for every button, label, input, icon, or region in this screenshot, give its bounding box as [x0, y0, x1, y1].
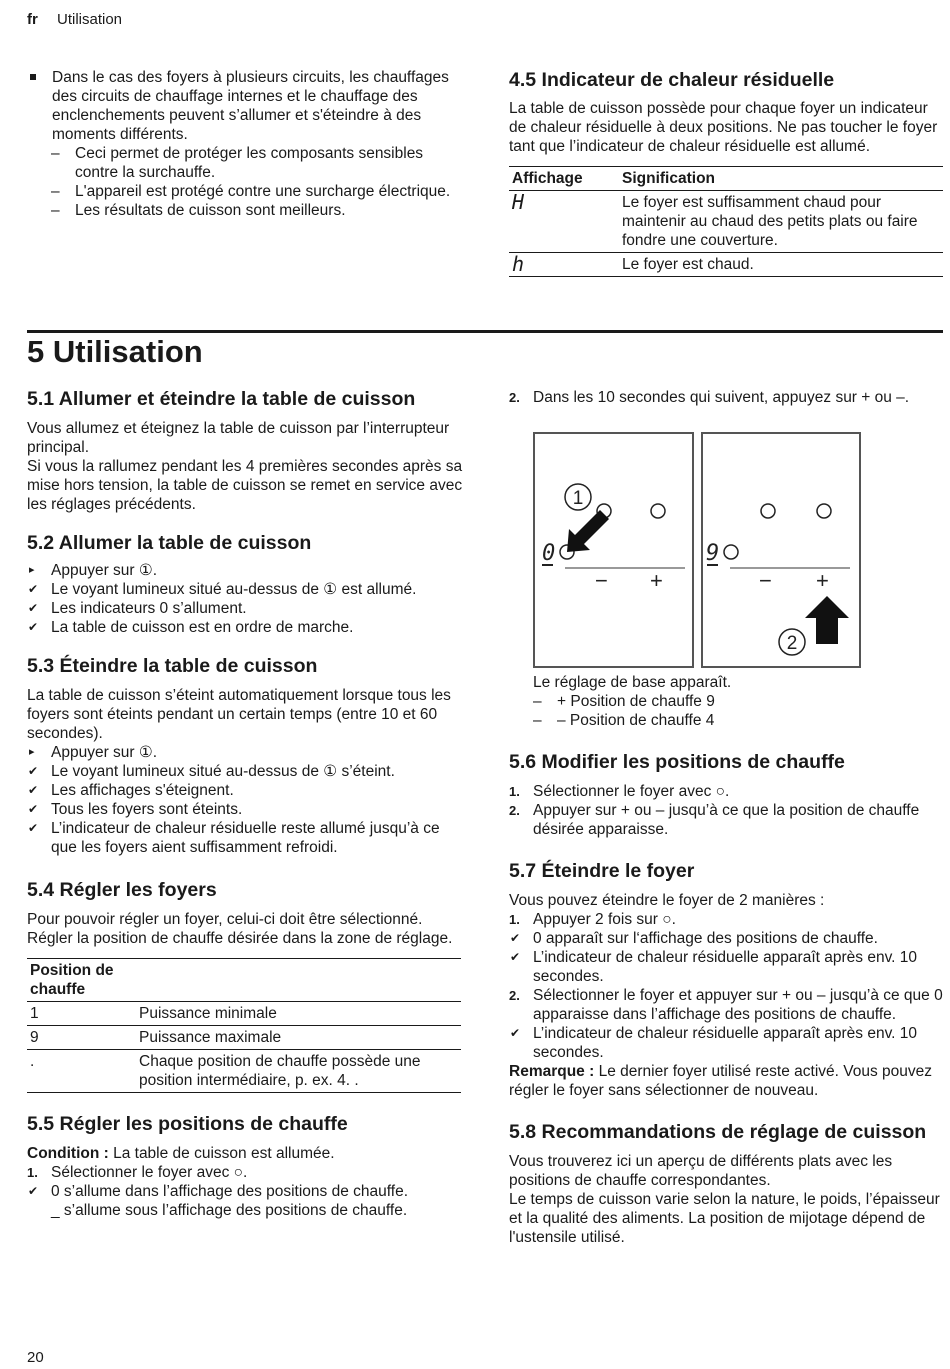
section-title: 5.5 Régler les positions de chauffe	[27, 1113, 348, 1135]
minus-key[interactable]: −	[759, 568, 772, 593]
bullet-item: Dans le cas des foyers à plusieurs circuits, les chauffages des circuits de chauffage internes et le chauffage des enclenchements peuvent s’allumer et s'éteindre à des moments différents.	[27, 68, 463, 144]
table-header: Affichage	[509, 167, 619, 191]
plus-key[interactable]: +	[650, 568, 663, 593]
minus-key[interactable]: −	[595, 568, 608, 593]
paragraph: Le réglage de base apparaît.	[533, 674, 732, 691]
step-item: ▸ Appuyer sur ①.	[27, 561, 463, 580]
residual-heat-table	[509, 166, 943, 277]
step-item: 2. Appuyer sur + ou – jusqu’à ce que la position de chauffe désirée apparaisse.	[509, 802, 920, 838]
paragraph: Le temps de cuisson varie selon la nature, le poids, l’épaisseur et la qualité des aliments. La position de mijotage dépend de l'ustensile utilisé.	[509, 1191, 940, 1246]
callout-2-number: 2	[786, 633, 798, 654]
table-cell: Puissance maximale	[136, 1026, 461, 1050]
plus-key[interactable]: +	[816, 568, 829, 593]
panel-left	[534, 433, 693, 667]
right-column-top	[509, 388, 945, 407]
table-header	[136, 959, 461, 1002]
result-item: ✔ L’indicateur de chaleur résiduelle reste allumé jusqu’à ce que les foyers aient suffisamment refroidi.	[27, 819, 463, 857]
digit-display: 9	[706, 541, 720, 566]
result-item: ✔ Le voyant lumineux situé au-dessus de ① est allumé.	[27, 580, 463, 599]
step-item: 1. Sélectionner le foyer avec ○.	[509, 783, 730, 800]
chapter-rule	[27, 330, 943, 333]
section-title: 5.8 Recommandations de réglage de cuisson	[509, 1121, 927, 1143]
header-language: fr	[27, 11, 38, 28]
result-item: ✔ 0 apparaît sur l‘affichage des positions de chauffe.	[509, 929, 945, 948]
condition	[27, 1144, 463, 1163]
zone-circle[interactable]	[817, 504, 831, 518]
table-cell: 1	[27, 1002, 136, 1026]
section-title: 5.6 Modifier les positions de chauffe	[509, 751, 845, 773]
result-item: ✔ 0 s’allume dans l’affichage des positions de chauffe.	[27, 1182, 463, 1201]
section-title: 5.2 Allumer la table de cuisson	[27, 532, 312, 554]
left-column	[27, 388, 463, 1220]
dash-item: – Ceci permet de protéger les composants sensibles contre la surchauffe.	[27, 144, 463, 182]
result-item: ✔ Tous les foyers sont éteints.	[27, 800, 463, 819]
condition-text: La table de cuisson est allumée.	[108, 1145, 335, 1162]
step-text: Appuyer sur + ou – jusqu’à ce que la position de chauffe désirée apparaisse.	[533, 802, 920, 838]
arrow-icon	[805, 596, 849, 644]
section-4-5	[509, 69, 945, 277]
table-cell: Puissance minimale	[136, 1002, 461, 1026]
step-item: 2. Sélectionner le foyer et appuyer sur + ou – jusqu’à ce que 0 apparaisse dans l’affichage des positions de chauffe.	[509, 987, 943, 1023]
step-item: ▸ Appuyer sur ①.	[27, 743, 463, 762]
note-label: Remarque :	[509, 1063, 595, 1080]
step-text: Dans les 10 secondes qui suivent, appuyez sur + ou –.	[533, 389, 910, 406]
paragraph: La table de cuisson s’éteint automatiquement lorsque tous les foyers sont éteints pendant un certain temps (entre 10 et 60 secondes).	[27, 687, 451, 742]
step-item: 2. Dans les 10 secondes qui suivent, appuyez sur + ou –.	[509, 389, 910, 406]
section-title: 5.7 Éteindre le foyer	[509, 860, 695, 882]
section-intro: La table de cuisson possède pour chaque foyer un indicateur de chaleur résiduelle à deux positions. Ne pas toucher le foyer tant que l’indicateur de chaleur résiduelle est allumé.	[509, 100, 938, 155]
section-title: 5.1 Allumer et éteindre la table de cuisson	[27, 388, 416, 410]
section-title: 5.3 Éteindre la table de cuisson	[27, 655, 318, 677]
result-item: ✔ L’indicateur de chaleur résiduelle apparaît après env. 10 secondes.	[509, 948, 945, 986]
note	[509, 1062, 945, 1100]
paragraph: Pour pouvoir régler un foyer, celui-ci doit être sélectionné.	[27, 911, 423, 928]
result-item: ✔ Le voyant lumineux situé au-dessus de ① s’éteint.	[27, 762, 463, 781]
section-title: 5.4 Régler les foyers	[27, 879, 217, 901]
right-column	[509, 673, 945, 1247]
table-cell: Le foyer est suffisamment chaud pour maintenir au chaud des petits plats ou faire fondre une couverture.	[619, 191, 943, 253]
zone-circle[interactable]	[724, 545, 738, 559]
dash-item: – – Position de chauffe 4	[533, 711, 945, 730]
result-item: _ s’allume sous l’affichage des positions de chauffe.	[51, 1202, 408, 1219]
digit-display: 0	[542, 541, 556, 566]
dash-item: – + Position de chauffe 9	[533, 692, 945, 711]
step-text: Appuyer 2 fois sur ○.	[533, 911, 676, 928]
step-text: Sélectionner le foyer avec ○.	[51, 1164, 248, 1181]
paragraph: Vous pouvez éteindre le foyer de 2 manières :	[509, 892, 825, 909]
result-item: ✔ Les affichages s'éteignent.	[27, 781, 463, 800]
control-panel-figure	[533, 431, 863, 669]
display-symbol: H	[509, 191, 619, 253]
section-title: 4.5 Indicateur de chaleur résiduelle	[509, 69, 835, 91]
paragraph: Vous trouverez ici un aperçu de différents plats avec les positions de chauffe correspondantes.	[509, 1153, 893, 1189]
step-item: 1. Sélectionner le foyer avec ○.	[27, 1164, 248, 1181]
paragraph: Vous allumez et éteignez la table de cuisson par l’interrupteur principal.	[27, 420, 450, 456]
multi-circuit-note	[27, 68, 463, 220]
table-cell: .	[27, 1050, 136, 1093]
header-title: Utilisation	[57, 11, 123, 28]
table-cell: Le foyer est chaud.	[619, 253, 943, 277]
condition-label: Condition :	[27, 1145, 109, 1162]
result-item: ✔ L’indicateur de chaleur résiduelle apparaît après env. 10 secondes.	[509, 1024, 945, 1062]
callout-1-number: 1	[572, 488, 584, 509]
dash-item: – Les résultats de cuisson sont meilleurs.	[27, 201, 463, 220]
step-item: 1. Appuyer 2 fois sur ○.	[509, 911, 676, 928]
heat-position-table	[27, 958, 461, 1093]
table-cell: 9	[27, 1026, 136, 1050]
paragraph: Régler la position de chauffe désirée dans la zone de réglage.	[27, 930, 453, 947]
result-item: ✔ La table de cuisson est en ordre de marche.	[27, 618, 463, 637]
step-text: Sélectionner le foyer avec ○.	[533, 783, 730, 800]
arrow-icon	[567, 510, 609, 552]
page-number: 20	[27, 1349, 44, 1366]
zone-circle[interactable]	[761, 504, 775, 518]
table-cell: Chaque position de chauffe possède une position intermédiaire, p. ex. 4. .	[136, 1050, 461, 1093]
paragraph: Si vous la rallumez pendant les 4 premières secondes après sa mise hors tension, la table de cuisson se remet en service avec les réglages précédents.	[27, 458, 463, 513]
note-text: Le dernier foyer utilisé reste activé. Vous pouvez régler le foyer sans sélectionner de nouveau.	[509, 1063, 933, 1099]
result-item: ✔ Les indicateurs 0 s’allument.	[27, 599, 463, 618]
chapter-title: 5 Utilisation	[27, 334, 203, 369]
zone-circle[interactable]	[651, 504, 665, 518]
table-header: Signification	[619, 167, 943, 191]
display-symbol: h	[509, 253, 619, 277]
step-text: Sélectionner le foyer et appuyer sur + ou – jusqu’à ce que 0 apparaisse dans l’affichage des positions de chauffe.	[533, 987, 943, 1023]
table-header: Position de chauffe	[27, 959, 136, 1002]
dash-item: – L'appareil est protégé contre une surcharge électrique.	[27, 182, 463, 201]
